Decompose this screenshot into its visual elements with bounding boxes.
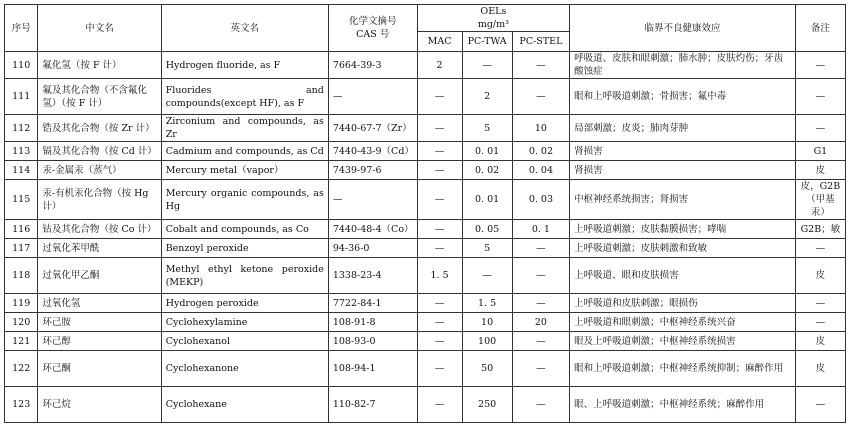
- cell-mac: —: [417, 294, 462, 313]
- cell-note: —: [795, 115, 845, 142]
- cell-mac: 2: [417, 52, 462, 79]
- cell-en-name: Hydrogen peroxide: [161, 294, 328, 313]
- cell-note: 皮: [795, 351, 845, 387]
- cell-en-name: Cadmium and compounds, as Cd: [161, 142, 328, 161]
- cell-mac: 1. 5: [417, 258, 462, 294]
- cell-cas: —: [328, 79, 417, 115]
- cell-no: 121: [5, 332, 38, 351]
- cell-mac: —: [417, 142, 462, 161]
- cell-cn-name: 环己烷: [38, 387, 161, 423]
- cell-cas: 108-94-1: [328, 351, 417, 387]
- table-row: [5, 332, 846, 351]
- cell-cas: 7440-43-9（Cd）: [328, 142, 417, 161]
- cell-cas: 7722-84-1: [328, 294, 417, 313]
- table-row: [5, 115, 846, 142]
- cell-cn-name: 环己醇: [38, 332, 161, 351]
- cell-no: 115: [5, 180, 38, 220]
- oel-table-body: [5, 52, 846, 423]
- table-row: [5, 351, 846, 387]
- header-effect: 临界不良健康效应: [570, 5, 796, 52]
- cell-cn-name: 氟化氢（按 F 计）: [38, 52, 161, 79]
- table-row: [5, 52, 846, 79]
- cell-cas: 7439-97-6: [328, 161, 417, 180]
- cell-twa: 250: [462, 387, 512, 423]
- cell-stel: —: [512, 387, 569, 423]
- cell-note: —: [795, 294, 845, 313]
- cell-mac: —: [417, 220, 462, 239]
- cell-no: 116: [5, 220, 38, 239]
- cell-effect: 局部刺激；皮炎；肺肉芽肿: [570, 115, 796, 142]
- cell-twa: 10: [462, 313, 512, 332]
- cell-note: G1: [795, 142, 845, 161]
- cell-no: 117: [5, 239, 38, 258]
- table-row: [5, 161, 846, 180]
- header-twa: PC-TWA: [462, 32, 512, 52]
- cell-twa: 50: [462, 351, 512, 387]
- header-cn-name: 中文名: [38, 5, 161, 52]
- cell-effect: 眼和上呼吸道刺激；中枢神经系统抑制；麻醉作用: [570, 351, 796, 387]
- cell-effect: 上呼吸道和皮肤刺激；眼损伤: [570, 294, 796, 313]
- table-row: [5, 142, 846, 161]
- cell-no: 111: [5, 79, 38, 115]
- cell-cn-name: 汞-金属汞（蒸气）: [38, 161, 161, 180]
- cell-no: 118: [5, 258, 38, 294]
- cell-cas: 1338-23-4: [328, 258, 417, 294]
- cell-stel: 20: [512, 313, 569, 332]
- cell-twa: —: [462, 52, 512, 79]
- cell-effect: 眼、上呼吸道刺激；中枢神经系统；麻醉作用: [570, 387, 796, 423]
- cell-note: —: [795, 387, 845, 423]
- cell-effect: 眼及上呼吸道刺激；中枢神经系统损害: [570, 332, 796, 351]
- cell-stel: —: [512, 351, 569, 387]
- cell-stel: —: [512, 52, 569, 79]
- header-note: 备注: [795, 5, 845, 52]
- cell-en-name: Cyclohexanol: [161, 332, 328, 351]
- header-no: 序号: [5, 5, 38, 52]
- cell-twa: 0. 05: [462, 220, 512, 239]
- cell-twa: 0. 02: [462, 161, 512, 180]
- cell-no: 110: [5, 52, 38, 79]
- cell-twa: 0. 01: [462, 142, 512, 161]
- cell-effect: 上呼吸道和眼刺激；中枢神经系统兴奋: [570, 313, 796, 332]
- cell-cas: 7664-39-3: [328, 52, 417, 79]
- cell-stel: 0. 03: [512, 180, 569, 220]
- cell-effect: 上呼吸道刺激；皮肤黏膜损害；哮喘: [570, 220, 796, 239]
- cell-note: 皮: [795, 332, 845, 351]
- cell-cn-name: 过氧化甲乙酮: [38, 258, 161, 294]
- cell-cn-name: 过氧化苯甲酰: [38, 239, 161, 258]
- cell-effect: 肾损害: [570, 161, 796, 180]
- cell-effect: 眼和上呼吸道刺激；骨损害；氟中毒: [570, 79, 796, 115]
- cell-en-name: Cyclohexylamine: [161, 313, 328, 332]
- cell-mac: —: [417, 351, 462, 387]
- cell-cn-name: 镉及其化合物（按 Cd 计）: [38, 142, 161, 161]
- cell-twa: 2: [462, 79, 512, 115]
- cell-cas: 108-93-0: [328, 332, 417, 351]
- cell-cn-name: 环己胺: [38, 313, 161, 332]
- cell-cn-name: 环己酮: [38, 351, 161, 387]
- cell-no: 123: [5, 387, 38, 423]
- cell-no: 119: [5, 294, 38, 313]
- cell-stel: —: [512, 332, 569, 351]
- oel-table: [4, 4, 846, 423]
- cell-cn-name: 过氧化氢: [38, 294, 161, 313]
- cell-cas: 7440-48-4（Co）: [328, 220, 417, 239]
- cell-cas: 108-91-8: [328, 313, 417, 332]
- header-oels-unit: mg/m³: [477, 19, 509, 30]
- cell-mac: —: [417, 239, 462, 258]
- cell-stel: —: [512, 79, 569, 115]
- cell-no: 120: [5, 313, 38, 332]
- cell-en-name: Cobalt and compounds, as Co: [161, 220, 328, 239]
- cell-en-name: Cyclohexane: [161, 387, 328, 423]
- cell-twa: 5: [462, 239, 512, 258]
- table-row: [5, 313, 846, 332]
- cell-en-name: Cyclohexanone: [161, 351, 328, 387]
- cell-twa: —: [462, 258, 512, 294]
- table-row: [5, 180, 846, 220]
- cell-cn-name: 氟及其化合物（不含氟化氢）（按 F 计）: [38, 79, 161, 115]
- cell-mac: —: [417, 180, 462, 220]
- cell-en-name: Methyl ethyl ketone peroxide (MEKP): [161, 258, 328, 294]
- header-cas: [328, 5, 417, 52]
- cell-twa: 5: [462, 115, 512, 142]
- cell-effect: 肾损害: [570, 142, 796, 161]
- cell-note: G2B；敏: [795, 220, 845, 239]
- cell-stel: —: [512, 258, 569, 294]
- cell-twa: 100: [462, 332, 512, 351]
- cell-cas: 94-36-0: [328, 239, 417, 258]
- table-row: [5, 220, 846, 239]
- table-row: [5, 79, 846, 115]
- cell-note: —: [795, 239, 845, 258]
- header-cas-line2: CAS 号: [356, 29, 390, 40]
- cell-mac: —: [417, 79, 462, 115]
- cell-mac: —: [417, 161, 462, 180]
- header-stel: PC-STEL: [512, 32, 569, 52]
- cell-note: 皮，G2B（甲基汞）: [795, 180, 845, 220]
- cell-cas: 110-82-7: [328, 387, 417, 423]
- cell-cas: 7440-67-7（Zr）: [328, 115, 417, 142]
- cell-en-name: Hydrogen fluoride, as F: [161, 52, 328, 79]
- cell-stel: 10: [512, 115, 569, 142]
- cell-mac: —: [417, 332, 462, 351]
- cell-effect: 上呼吸道刺激；皮肤刺激和致敏: [570, 239, 796, 258]
- table-row: [5, 387, 846, 423]
- cell-cn-name: 钴及其化合物（按 Co 计）: [38, 220, 161, 239]
- cell-no: 113: [5, 142, 38, 161]
- cell-cn-name: 锆及其化合物（按 Zr 计）: [38, 115, 161, 142]
- cell-effect: 上呼吸道、眼和皮肤损害: [570, 258, 796, 294]
- cell-note: —: [795, 79, 845, 115]
- cell-en-name: Mercury metal（vapor）: [161, 161, 328, 180]
- cell-effect: 中枢神经系统损害；肾损害: [570, 180, 796, 220]
- cell-note: 皮: [795, 161, 845, 180]
- cell-en-name: Fluorides and compounds(except HF), as F: [161, 79, 328, 115]
- header-oels-title: OELs: [480, 6, 507, 17]
- cell-en-name: Mercury organic compounds, as Hg: [161, 180, 328, 220]
- header-mac: MAC: [417, 32, 462, 52]
- cell-twa: 0. 01: [462, 180, 512, 220]
- cell-mac: —: [417, 313, 462, 332]
- cell-note: 皮: [795, 258, 845, 294]
- cell-stel: —: [512, 294, 569, 313]
- cell-note: —: [795, 313, 845, 332]
- cell-stel: 0. 02: [512, 142, 569, 161]
- header-oels: [417, 5, 570, 32]
- cell-effect: 呼吸道、皮肤和眼刺激；肺水肿；皮肤灼伤；牙齿酸蚀症: [570, 52, 796, 79]
- table-row: [5, 258, 846, 294]
- cell-no: 114: [5, 161, 38, 180]
- table-row: [5, 294, 846, 313]
- cell-no: 112: [5, 115, 38, 142]
- cell-cn-name: 汞-有机汞化合物（按 Hg 计）: [38, 180, 161, 220]
- header-cas-line1: 化学文摘号: [348, 16, 397, 27]
- cell-cas: —: [328, 180, 417, 220]
- cell-stel: —: [512, 239, 569, 258]
- cell-note: —: [795, 52, 845, 79]
- cell-en-name: Zirconium and compounds, as Zr: [161, 115, 328, 142]
- cell-en-name: Benzoyl peroxide: [161, 239, 328, 258]
- table-row: [5, 239, 846, 258]
- cell-twa: 1. 5: [462, 294, 512, 313]
- cell-stel: 0. 1: [512, 220, 569, 239]
- cell-mac: —: [417, 387, 462, 423]
- cell-no: 122: [5, 351, 38, 387]
- cell-mac: —: [417, 115, 462, 142]
- header-en-name: 英文名: [161, 5, 328, 52]
- cell-stel: 0. 04: [512, 161, 569, 180]
